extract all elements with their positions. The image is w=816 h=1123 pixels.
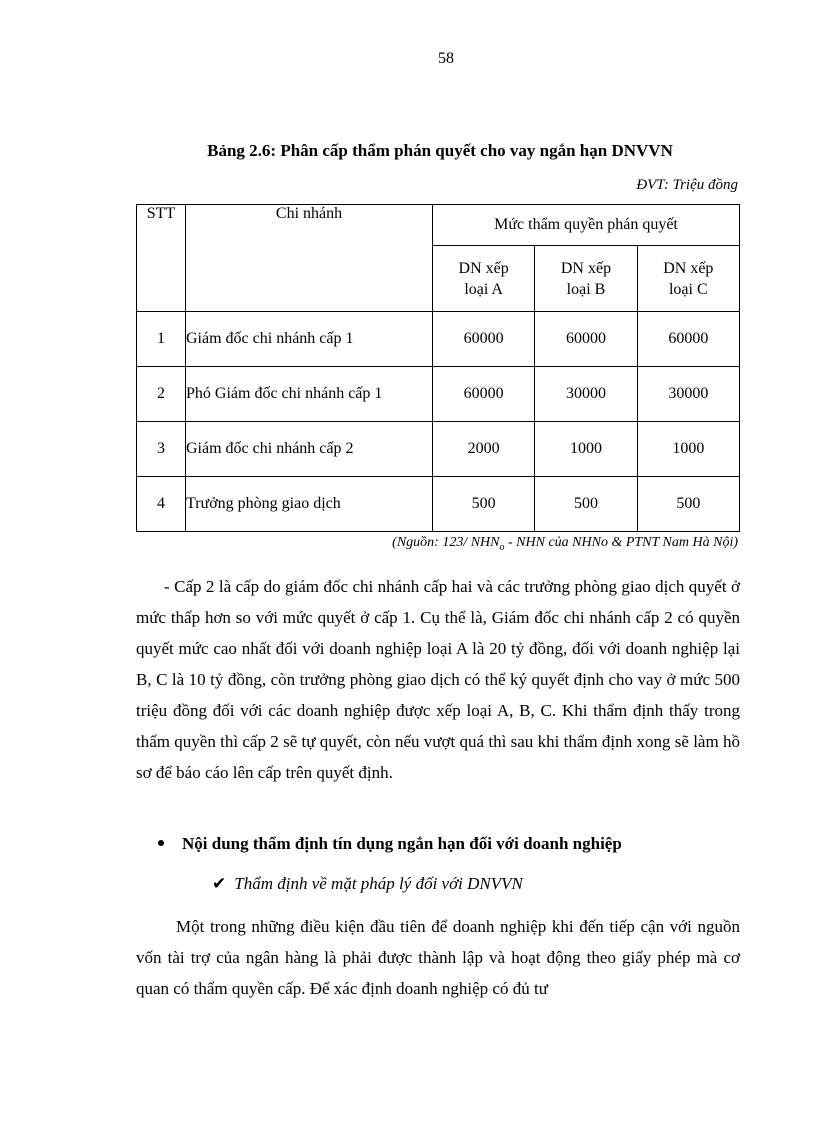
- source-prefix: (Nguồn: 123/ NHN: [392, 535, 500, 550]
- row-branch: Phó Giám đốc chi nhánh cấp 1: [186, 367, 433, 422]
- row-value-a: 500: [433, 477, 535, 532]
- source-subscript: o: [499, 541, 505, 553]
- table-row: [137, 477, 740, 532]
- table-header-row: [137, 205, 740, 246]
- row-value-b: 60000: [535, 312, 637, 367]
- row-value-c: 60000: [637, 312, 739, 367]
- authority-table: [136, 204, 740, 532]
- table-source: [392, 535, 738, 553]
- row-value-b: 1000: [535, 422, 637, 477]
- source-suffix: - NHN của NHNo & PTNT Nam Hà Nội): [504, 535, 738, 550]
- unit-label: ĐVT: Triệu đồng: [636, 177, 738, 193]
- header-branch: Chi nhánh: [186, 205, 433, 312]
- row-branch: Trưởng phòng giao dịch: [186, 477, 433, 532]
- row-branch: Giám đốc chi nhánh cấp 2: [186, 422, 433, 477]
- header-grade-c-text: DN xếp loại C: [663, 259, 714, 298]
- row-stt: 2: [137, 367, 186, 422]
- body-paragraph-2: Một trong những điều kiện đầu tiên để doanh nghiệp khi đến tiếp cận với nguồn vốn tài trợ của ngân hàng là phải được thành lập và hoạt động theo giấy phép mà cơ quan có thẩm quyền cấp. Để xác định doanh nghiệp có đủ tư: [136, 917, 740, 998]
- header-grade-c: [637, 246, 739, 312]
- row-value-a: 60000: [433, 367, 535, 422]
- header-grade-b: [535, 246, 637, 312]
- subsection-heading-text: Thẩm định về mặt pháp lý đối với DNVVN: [234, 874, 523, 893]
- row-value-c: 30000: [637, 367, 739, 422]
- row-value-a: 60000: [433, 312, 535, 367]
- row-value-c: 500: [637, 477, 739, 532]
- section-heading: [158, 834, 622, 854]
- table-row: [137, 312, 740, 367]
- bullet-icon: [158, 840, 164, 846]
- header-grade-b-text: DN xếp loại B: [560, 259, 612, 298]
- body-paragraph-1: - Cấp 2 là cấp do giám đốc chi nhánh cấp hai và các trưởng phòng giao dịch quyết ở mức thấp hơn so với mức quyết ở cấp 1. Cụ thể là, Giám đốc chi nhánh cấp 2 có quyền quyết mức cao nhất đối với doanh nghiệp loại A là 20 tỷ đồng, đối với doanh nghiệp lại B, C là 10 tỷ đồng, còn trưởng phòng giao dịch có thể ký quyết định cho vay ở mức 500 triệu đồng đối với các doanh nghiệp được xếp loại A, B, C. Khi thẩm định thấy trong thẩm quyền thì cấp 2 sẽ tự quyết, còn nếu vượt quá thì sau khi thẩm định xong sẽ làm hồ sơ để báo cáo lên cấp trên quyết định.: [136, 577, 740, 782]
- header-authority: Mức thẩm quyền phán quyết: [433, 205, 740, 246]
- row-stt: 3: [137, 422, 186, 477]
- header-stt: STT: [137, 205, 186, 312]
- page-number: 58: [438, 50, 454, 67]
- table-row: [137, 422, 740, 477]
- table-title: Bảng 2.6: Phân cấp thẩm phán quyết cho vay ngắn hạn DNVVN: [207, 141, 673, 160]
- row-stt: 4: [137, 477, 186, 532]
- header-grade-a: [433, 246, 535, 312]
- row-value-a: 2000: [433, 422, 535, 477]
- row-value-c: 1000: [637, 422, 739, 477]
- row-stt: 1: [137, 312, 186, 367]
- checkmark-icon: ✔: [212, 874, 227, 893]
- section-heading-text: Nội dung thẩm định tín dụng ngắn hạn đối với doanh nghiệp: [182, 834, 622, 853]
- table-row: [137, 367, 740, 422]
- row-value-b: 30000: [535, 367, 637, 422]
- subsection-heading: [212, 874, 523, 894]
- header-grade-a-text: DN xếp loại A: [458, 259, 509, 298]
- row-value-b: 500: [535, 477, 637, 532]
- row-branch: Giám đốc chi nhánh cấp 1: [186, 312, 433, 367]
